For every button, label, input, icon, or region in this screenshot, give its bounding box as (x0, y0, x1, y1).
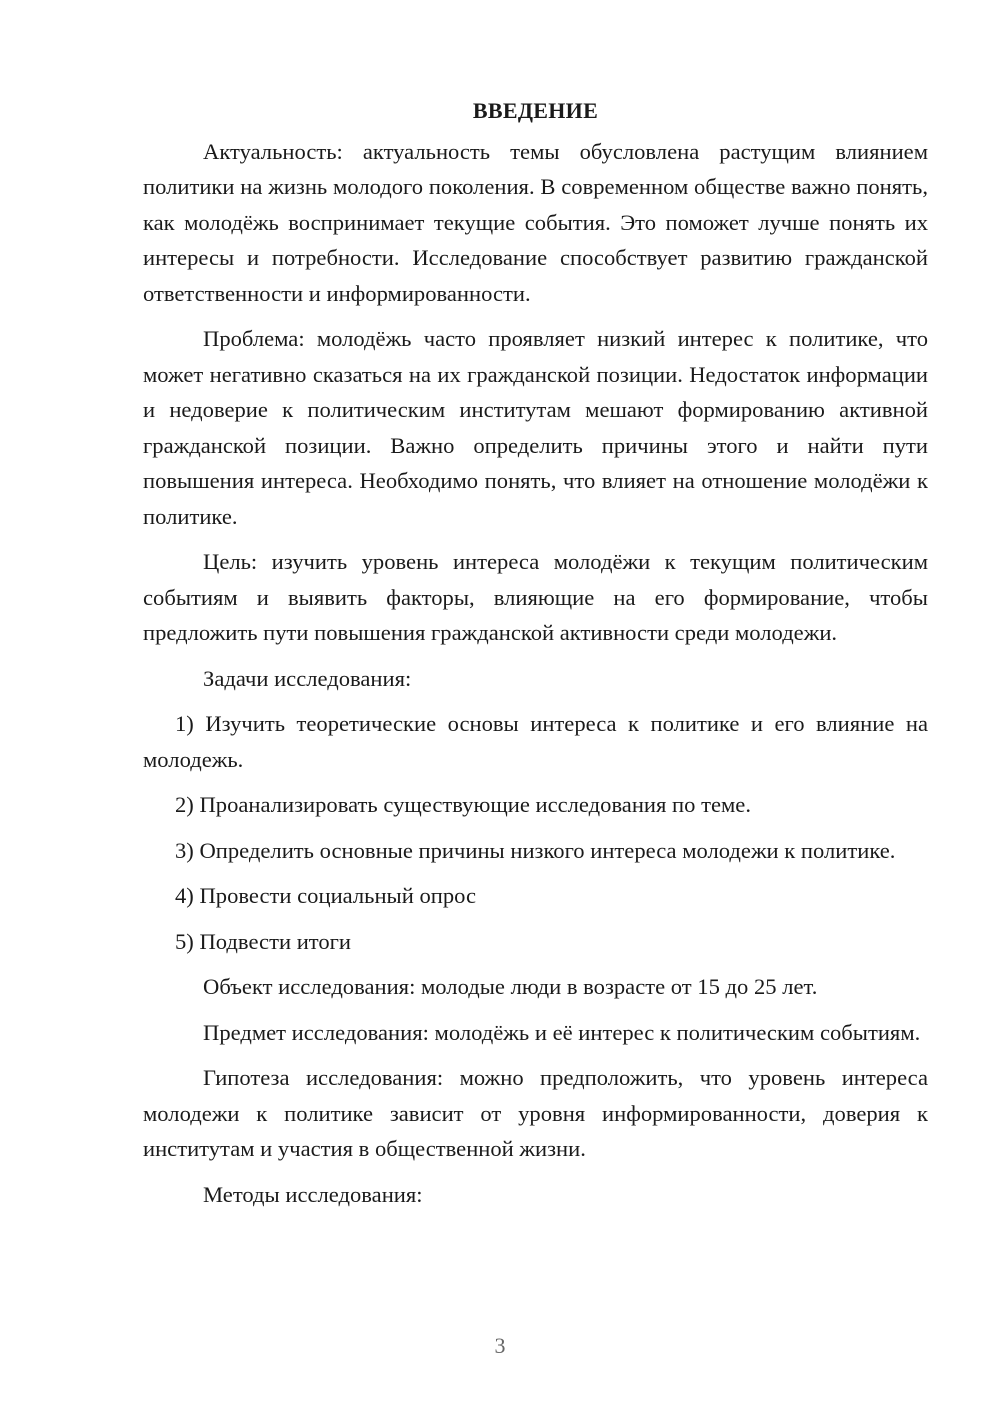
paragraph-goal: Цель: изучить уровень интереса молодёжи к текущим политическим событиям и выявить факторы, влияющие на его формирование, чтобы предложить пути повышения гражданской активности среди молодежи. (143, 549, 928, 645)
section-title: ВВЕДЕНИЕ (472, 98, 599, 123)
paragraph-relevance: Актуальность: актуальность темы обусловлена растущим влиянием политики на жизнь молодого поколения. В современном обществе важно понять, как молодёжь воспринимает текущие события. Это поможет лучше понять их интересы и потребности. Исследование способствует развитию гражданской ответственности и информированности. (143, 138, 928, 306)
document-body (143, 93, 928, 1212)
page-number: 3 (494, 1333, 506, 1358)
task-item-2: 2) Проанализировать существующие исследования по теме. (175, 792, 751, 817)
paragraph-problem: Проблема: молодёжь часто проявляет низкий интерес к политике, что может негативно сказаться на их гражданской позиции. Недостаток информации и недоверие к политическим институтам мешают формированию активной гражданской позиции. Важно определить причины этого и найти пути повышения интереса. Необходимо понять, что влияет на отношение молодёжи к политике. (143, 326, 928, 529)
task-item-5: 5) Подвести итоги (175, 928, 352, 954)
paragraph-subject: Предмет исследования: молодёжь и её интерес к политическим событиям. (203, 1019, 921, 1045)
paragraph-methods: Методы исследования: (203, 1181, 423, 1207)
task-item-3: 3) Определить основные причины низкого интереса молодежи к политике. (175, 837, 896, 863)
paragraph-hypothesis: Гипотеза исследования: можно предположить, что уровень интереса молодежи к политике зависит от уровня информированности, доверия к институтам и участия в общественной жизни. (143, 1065, 928, 1161)
task-item-4: 4) Провести социальный опрос (175, 883, 477, 908)
task-item-1: 1) Изучить теоретические основы интереса к политике и его влияние на молодежь. (143, 711, 928, 772)
paragraph-object: Объект исследования: молодые люди в возрасте от 15 до 25 лет. (203, 974, 818, 999)
paragraph-tasks-heading: Задачи исследования: (203, 665, 412, 691)
